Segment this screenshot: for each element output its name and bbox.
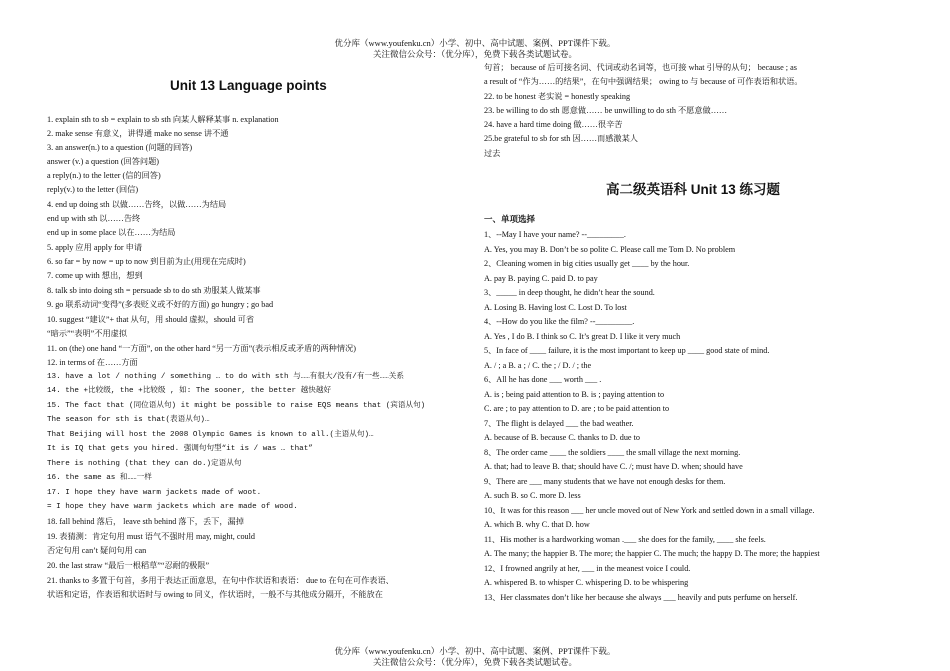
question-line: 3、_____ in deep thought, he didn’t hear the sound. (484, 288, 655, 297)
point-line: a reply(n.) to the letter (信的回答) (47, 171, 161, 180)
point-line: 状语和定语，作表语和状语时与 owing to 同义，作状语时，一般不与其他成分隔开，不能放在 (47, 590, 383, 599)
point-line: There is nothing (that they can do.)定语从句 (47, 460, 242, 468)
point-line: 3. an answer(n.) to a question (问题的回答) (47, 143, 193, 152)
question-line: A. Yes, you may B. Don’t be so polite C. Please call me Tom D. No problem (484, 245, 736, 254)
point-line: 20. the last straw “最后一根稻草”“忍耐的极限” (47, 561, 210, 570)
page-footer (0, 646, 950, 668)
point-line: 1. explain sth to sb = explain to sb sth 向某人解释某事 n. explanation (47, 115, 279, 124)
point-line: 18. fall behind 落后， leave sth behind 落下，丢下，漏掉 (47, 517, 244, 526)
page-header (0, 38, 950, 60)
point-line: 23. be willing to do sth 愿意做…… be unwilling to do sth 不愿意做…… (484, 106, 728, 115)
question-line: A. The many; the happier B. The more; the happier C. The much; the happy D. The more; the happiest (484, 549, 820, 558)
point-line: 9. go 联系动词“变得”(多表贬义或不好的方面) go hungry ; go bad (47, 300, 274, 309)
footer-line: 优分库（www.youfenku.cn）小学、初中、高中试题、案例、PPT课件下载。 (334, 646, 616, 656)
header-line: 优分库（www.youfenku.cn）小学、初中、高中试题、案例、PPT课件下载。 (334, 38, 616, 48)
point-line: 16. the same as 和……一样 (47, 474, 152, 482)
question-line: A. pay B. paying C. paid D. to pay (484, 274, 598, 283)
header-line: 关注微信公众号：（优分库），免费下载各类试题试卷。 (372, 49, 577, 59)
point-line: answer (v.) a question (回答问题) (47, 157, 160, 166)
point-line: 6. so far = by now = up to now 到目前为止(用现在完成时) (47, 257, 246, 266)
point-line: 句首； because of 后可接名词、代词或动名词等，也可接 what 引导的从句； because ; as (484, 63, 797, 72)
point-line: It is IQ that gets you hired. 强调句句型“it is / was … that” (47, 445, 313, 453)
point-line: “暗示”“表明”不用虚拟 (47, 329, 128, 338)
point-line: a result of “作为……的结果”，在句中强调结果； owing to 与 because of 可作表语和状语。 (484, 77, 803, 86)
point-line: 21. thanks to 多置于句首，多用于表达正面意思，在句中作状语和表语： due to 在句在可作表语、 (47, 576, 394, 585)
point-line: 22. to be honest 老实说 = honestly speaking (484, 92, 631, 101)
point-line: reply(v.) to the letter (回信) (47, 185, 139, 194)
question-line: 12、I frowned angrily at her, ___ in the meanest voice I could. (484, 564, 691, 573)
point-line: 5. apply 应用 apply for 申请 (47, 243, 143, 252)
question-line: 7、The flight is delayed ___ the bad weather. (484, 419, 634, 428)
question-line: A. such B. so C. more D. less (484, 491, 581, 500)
question-line: 9、There are ___ many students that we have not enough desks for them. (484, 477, 726, 486)
section-label: 一、单项选择 (484, 214, 536, 224)
point-line: 14. the +比较级, the +比较级 , 如: The sooner, the better 越快越好 (47, 387, 332, 395)
question-line: 8、The order came ____ the soldiers ____ the small village the next morning. (484, 448, 741, 457)
question-line: A. which B. why C. that D. how (484, 520, 590, 529)
question-line: 10、It was for this reason ___ her uncle moved out of New York and settled down in a small village. (484, 506, 815, 515)
point-line: 15. The fact that (同位语从句) it might be possible to raise EQS means that (宾语从句) (47, 402, 426, 410)
point-line: 12. in terms of 在……方面 (47, 358, 138, 367)
question-line: C. are ; to pay attention to D. are ; to be paid attention to (484, 404, 670, 413)
question-line: A. Losing B. Having lost C. Lost D. To lost (484, 303, 627, 312)
point-line: 25.be grateful to sb for sth 因……而感激某人 (484, 134, 638, 143)
question-line: A. that; had to leave B. that; should have C. /; must have D. when; should have (484, 462, 743, 471)
question-line: 2、Cleaning women in big cities usually get ____ by the hour. (484, 259, 690, 268)
point-line: 17. I hope they have warm jackets made of woot. (47, 489, 262, 497)
question-line: 6、All he has done ___ worth ___ . (484, 375, 602, 384)
left-title: Unit 13 Language points (170, 78, 327, 93)
point-line: 4. end up doing sth 以做……告终，以做……为结局 (47, 200, 227, 209)
question-line: A. is ; being paid attention to B. is ; paying attention to (484, 390, 665, 399)
point-line: end up with sth 以……告终 (47, 214, 141, 223)
footer-line: 关注微信公众号：（优分库），免费下载各类试题试卷。 (372, 657, 577, 667)
question-line: A. because of B. because C. thanks to D. due to (484, 433, 640, 442)
point-line: 7. come up with 想出，想到 (47, 271, 143, 280)
point-line: 8. talk sb into doing sth = persuade sb to do sth 劝服某人做某事 (47, 286, 261, 295)
question-line: 1、--May I have your name? --_________. (484, 230, 626, 239)
point-line: 19. 表猜测：肯定句用 must 语气不强时用 may, might, could (47, 532, 256, 541)
exercise-title: 高二级英语科 Unit 13 练习题 (606, 182, 781, 197)
question-line: A. Yes , I do B. I think so C. It’s great D. I like it very much (484, 332, 681, 341)
question-line: 11、His mother is a hardworking woman .___ she does for the family, ____ she feels. (484, 535, 766, 544)
point-line: 24. have a hard time doing 做……很辛苦 (484, 120, 623, 129)
point-line: That Beijing will host the 2008 Olympic Games is known to all.(主语从句)… (47, 431, 374, 439)
question-line: 13、Her classmates don’t like her because she always ___ heavily and puts perfume on herself. (484, 593, 798, 602)
point-line: 2. make sense 有意义，讲得通 make no sense 讲不通 (47, 129, 229, 138)
point-line: 13. have a lot / nothing / something … to do with sth 与……有很大/没有/有一些……关系 (47, 373, 404, 381)
question-line: 5、In face of ____ failure, it is the most important to keep up ____ good state of mind. (484, 346, 770, 355)
point-line: 过去 (484, 149, 501, 158)
point-line: 10. suggest “建议”+ that 从句，用 should 虚拟，should 可省 (47, 315, 255, 324)
point-line: 否定句用 can’t 疑问句用 can (47, 546, 147, 555)
point-line: = I hope they have warm jackets which are made of wood. (47, 503, 298, 511)
point-line: end up in some place 以在……为结局 (47, 228, 176, 237)
point-line: 11. on (the) one hand “一方面”, on the other hard “另一方面”(表示相反或矛盾的两种情况) (47, 344, 356, 353)
question-line: A. / ; a B. a ; / C. the ; / D. / ; the (484, 361, 592, 370)
point-line: The season for sth is that(表语从句)… (47, 416, 210, 424)
question-line: 4、--How do you like the film? --_________. (484, 317, 635, 326)
question-line: A. whispered B. to whisper C. whispering D. to be whispering (484, 578, 689, 587)
